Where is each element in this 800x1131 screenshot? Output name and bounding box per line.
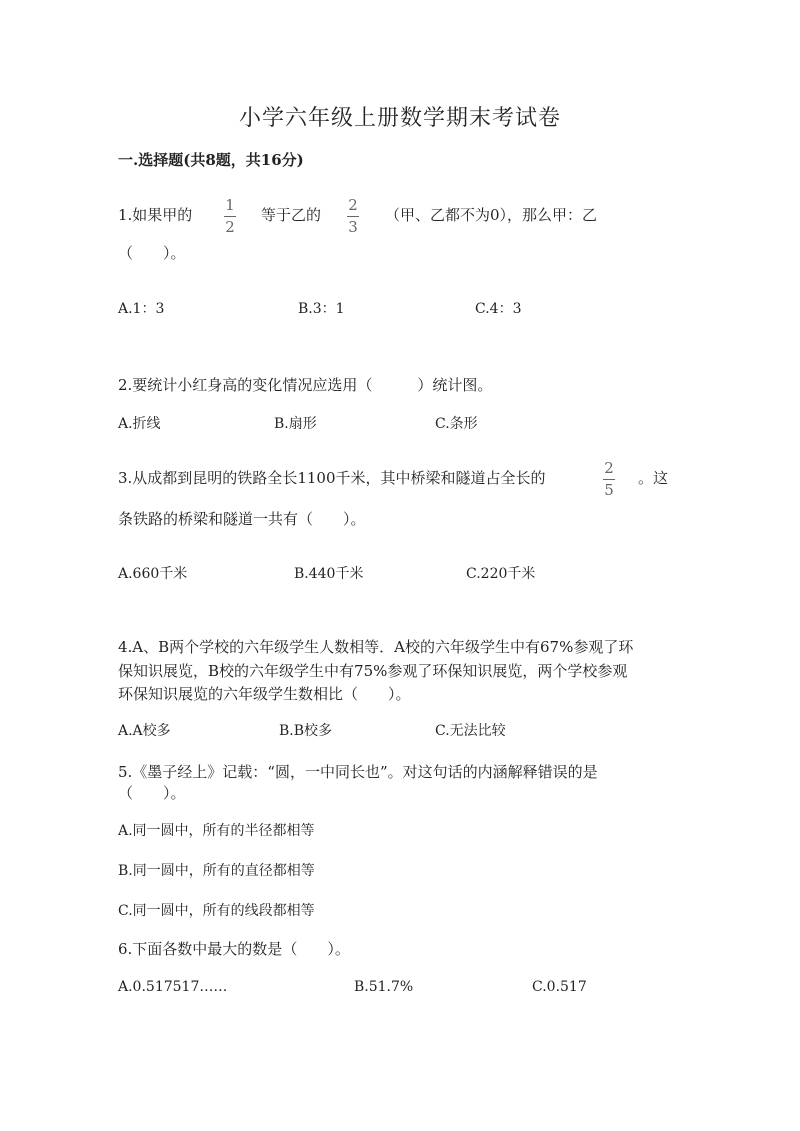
q4-option-c: C.无法比较 — [435, 723, 506, 739]
q1-text-line2: （ ）。 — [118, 244, 186, 262]
q5-text-line2: （ ）。 — [118, 784, 186, 802]
q4-option-b: B.B校多 — [279, 723, 333, 739]
q4-text-line2: 保知识展览，B校的六年级学生中有75%参观了环保知识展览，两个学校参观 — [118, 662, 628, 680]
q4-text-line3: 环保知识展览的六年级学生数相比（ ）。 — [118, 685, 411, 703]
q3-fraction-numerator: 2 — [604, 459, 614, 477]
q1-text-part2: 等于乙的 — [261, 206, 322, 224]
q1-text-part1: 1.如果甲的 — [118, 206, 193, 224]
q6-text: 6.下面各数中最大的数是（ ）。 — [118, 940, 350, 958]
q1-fraction-2-numerator: 2 — [348, 196, 358, 214]
q6-option-a: A.0.517517…… — [118, 979, 228, 995]
q3-option-a: A.660千米 — [118, 566, 188, 582]
q1-fraction-1-numerator: 1 — [225, 196, 235, 214]
fraction-bar — [347, 216, 359, 217]
q4-text-line1: 4.A、B两个学校的六年级学生人数相等．A校的六年级学生中有67%参观了环 — [118, 638, 634, 656]
q2-option-a: A.折线 — [118, 416, 161, 432]
page-title: 小学六年级上册数学期末考试卷 — [238, 106, 561, 131]
q5-option-a: A.同一圆中，所有的半径都相等 — [118, 823, 315, 839]
q5-option-c: C.同一圆中，所有的线段都相等 — [118, 903, 315, 919]
q6-option-b: B.51.7% — [354, 979, 414, 995]
q3-text-line2: 条铁路的桥梁和隧道一共有（ ）。 — [118, 510, 366, 528]
q3-fraction-denominator: 5 — [604, 481, 614, 499]
q1-text-part3: （甲、乙都不为0），那么甲：乙 — [385, 206, 598, 224]
q2-option-b: B.扇形 — [274, 416, 317, 432]
section-heading: 一.选择题(共8题，共16分) — [118, 151, 304, 169]
q3-option-b: B.440千米 — [294, 566, 364, 582]
q5-option-b: B.同一圆中，所有的直径都相等 — [118, 863, 315, 879]
q2-text: 2.要统计小红身高的变化情况应选用（ ）统计图。 — [118, 376, 493, 394]
q1-fraction-1-denominator: 2 — [225, 218, 235, 236]
q1-option-a: A.1：3 — [118, 301, 165, 317]
q3-option-c: C.220千米 — [466, 566, 536, 582]
q5-text-line1: 5.《墨子经上》记载：“圆，一中同长也”。对这句话的内涵解释错误的是 — [118, 763, 598, 781]
q3-text-part2: 。这 — [638, 469, 669, 487]
q1-fraction-2-denominator: 3 — [348, 218, 358, 236]
q6-option-c: C.0.517 — [532, 979, 587, 995]
q1-option-b: B.3：1 — [298, 301, 345, 317]
q3-text-part1: 3.从成都到昆明的铁路全长1100千米，其中桥梁和隧道占全长的 — [118, 469, 546, 487]
q1-fraction-1 — [224, 198, 236, 235]
q1-fraction-2 — [347, 198, 359, 235]
fraction-bar — [603, 479, 615, 480]
fraction-bar — [224, 216, 236, 217]
q3-fraction — [603, 461, 615, 498]
q2-option-c: C.条形 — [435, 416, 478, 432]
q4-option-a: A.A校多 — [118, 723, 171, 739]
q1-option-c: C.4：3 — [475, 301, 522, 317]
